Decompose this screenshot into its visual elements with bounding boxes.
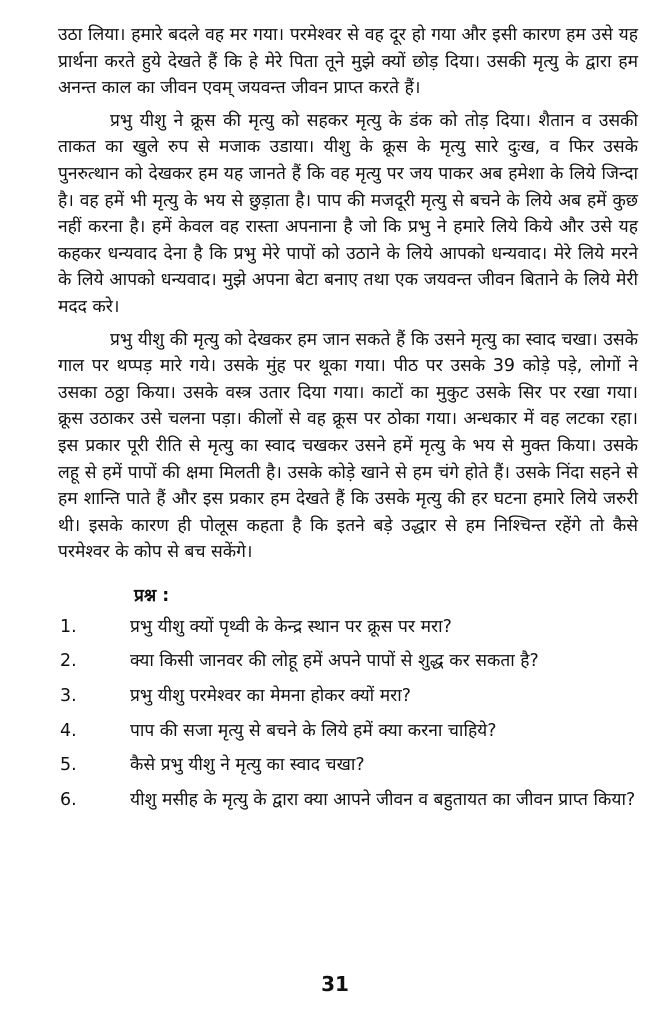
question-text: कैसे प्रभु यीशु ने मृत्यु का स्वाद चखा? [130,755,365,776]
question-item [58,648,638,675]
paragraph-victory-over-death: प्रभु यीशु ने क्रूस की मृत्यु को सहकर मृत्यु के डंक को तोड़ दिया। शैतान व उसकी ताकत का खुले रुप से मजाक उडाया। यीशु के क्रूस के मृत्यु सारे दुःख, व फिर उसके पुनरुत्थान को देखकर हम यह जानते हैं कि वह मृत्यु पर जय पाकर अब हमेशा के लिये जिन्दा है। वह हमें भी मृत्यु के भय से छुड़ाता है। पाप की मजदूरी मृत्यु से बचने के लिये अब हमें कुछ नहीं करना है। हमें केवल वह रास्ता अपनाना है जो कि प्रभु ने हमारे लिये किये और उसे यह कहकर धन्यवाद देना है कि प्रभु मेरे पापों को उठाने के लिये आपको धन्यवाद। मेरे लिये मरने के लिये आपको धन्यवाद। मुझे अपना बेटा बनाए तथा एक जयवन्त जीवन बिताने के लिये मेरी मदद करे। [58,110,638,317]
page-body [58,22,638,821]
question-item [58,752,638,779]
question-text: क्या किसी जानवर की लोहू हमें अपने पापों से शुद्ध कर सकता है? [130,651,539,672]
question-item [58,683,638,710]
question-number: 3. [60,686,77,707]
question-number: 2. [60,651,77,672]
question-number: 4. [60,720,77,741]
question-item [58,614,638,641]
question-item [58,718,638,745]
question-number: 6. [60,789,77,810]
question-item [58,787,638,814]
paragraph-taste-of-death: प्रभु यीशु की मृत्यु को देखकर हम जान सकते हैं कि उसने मृत्यु का स्वाद चखा। उसके गाल पर थप्पड़ मारे गये। उसके मुंह पर थूका गया। पीठ पर उसके 39 कोड़े पड़े, लोगों ने उसका ठठ्ठा किया। उसके वस्त्र उतार दिया गया। काटों का मुकुट उसके सिर पर रखा गया। क्रूस उठाकर उसे चलना पड़ा। कीलों से वह क्रूस पर ठोका गया। अन्धकार में वह लटका रहा। इस प्रकार पूरी रीति से मृत्यु का स्वाद चखकर उसने हमें मृत्यु के भय से मुक्त किया। उसके लहू से हमें पापों की क्षमा मिलती है। उसके कोड़े खाने से हम चंगे होते हैं। उसके निंदा सहने से हम शान्ति पाते हैं और इस प्रकार हम देखते हैं कि उसके मृत्यु की हर घटना हमारे लिये जरुरी थी। इसके कारण ही पोलूस कहता है कि इतने बड़े उद्धार से हम निश्चिन्त रहेंगे तो कैसे परमेश्वर के कोप से बच सकेंगे। [58,329,638,563]
page-number: 31 [321,972,349,996]
question-text: प्रभु यीशु परमेश्वर का मेमना होकर क्यों मरा? [130,686,411,707]
question-number: 1. [60,616,77,637]
question-number: 5. [60,755,77,776]
question-text: प्रभु यीशु क्यों पृथ्वी के केन्द्र स्थान पर क्रूस पर मरा? [130,616,452,637]
questions-heading: प्रश्न : [134,585,170,606]
question-text: यीशु मसीह के मृत्यु के द्वारा क्या आपने जीवन व बहुतायत का जीवन प्राप्त किया? [130,789,636,810]
questions-list [58,614,638,814]
paragraph-continuation: उठा लिया। हमारे बदले वह मर गया। परमेश्वर से वह दूर हो गया और इसी कारण हम उसे यह प्रार्थना करते हुये देखते हैं कि हे मेरे पिता तूने मुझे क्यों छोड़ दिया। उसकी मृत्यु के द्वारा हम अनन्त काल का जीवन एवम् जयवन्त जीवन प्राप्त करते हैं। [58,25,638,99]
question-text: पाप की सजा मृत्यु से बचने के लिये हमें क्या करना चाहिये? [130,720,497,741]
